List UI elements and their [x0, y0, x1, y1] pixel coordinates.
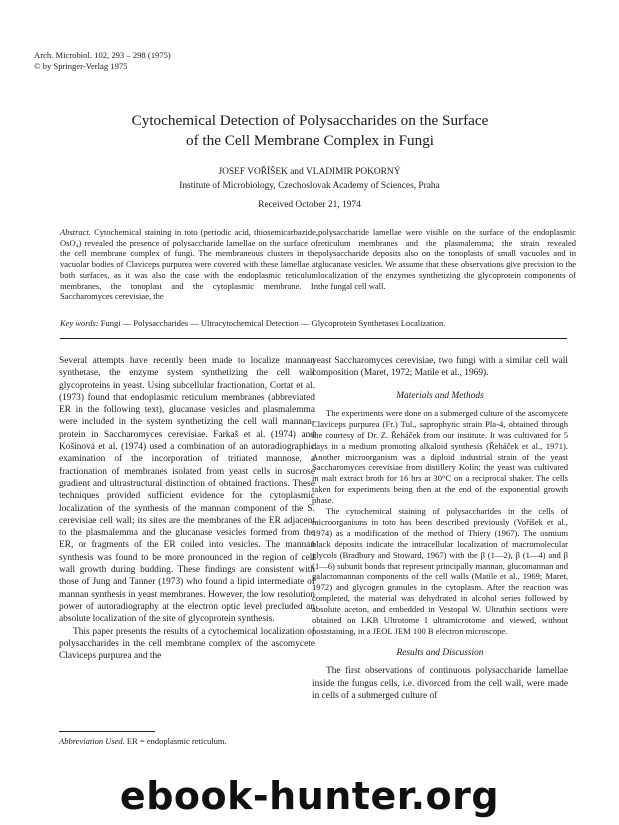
article-title — [60, 111, 560, 151]
affiliation: Institute of Microbiology, Czechoslovak Academy of Sciences, Praha — [179, 181, 440, 191]
received-date: Received October 21, 1974 — [258, 200, 361, 210]
watermark: ebook-hunter.org — [119, 774, 500, 818]
heading-results-discussion: Results and Discussion — [396, 647, 484, 658]
footnote — [59, 736, 227, 746]
abstract-left-column — [60, 227, 318, 302]
keywords — [60, 318, 445, 328]
body-left-column — [59, 355, 315, 662]
section-divider — [60, 338, 567, 339]
footnote-divider — [59, 731, 155, 732]
journal-citation — [34, 50, 171, 72]
methods-paragraph-1: The experiments were done on a submerged culture of the ascomycete Claviceps purpurea (Fr.) Tul., saprophytic strain Pla-4, obtained through the courtesy of Dr. Z. Řeháček from our institute. It was cultivated for 5 days in a medium promoting alkaloid synthesis (Řeháček et al., 1971). Another microorganism was a diploid industrial strain of the yeast Saccharomyces cerevisiae from distillery Kolín; the yeast was cultivated in malt extract broth for 16 hrs at 30°C on a reciprocal shaker. The cells taken for experiments being then at the end of the exponential growth phase. — [312, 407, 568, 506]
journal-line-2: © by Springer-Verlag 1975 — [34, 61, 128, 71]
body-right-column — [312, 355, 568, 702]
journal-line-1: Arch. Microbiol. 102, 293 – 298 (1975) — [34, 50, 171, 60]
keywords-text: Fungi — Polysaccharides — Ultracytochemical Detection — Glycoprotein Synthetases Localization. — [100, 318, 446, 328]
abstract-text-right: polysaccharide lamellae were visible on the surface of the endoplasmic reticulum membranes and the plasmalemma; the strain revealed polysaccharide deposits also on the tonoplasts of small vacuoles and in glucanase vesicles. We assume that these observations give precision to the localization of the enzymes synthetizing the glycoprotein components of the fungal cell wall. — [318, 227, 576, 291]
intro-continuation: yeast Saccharomyces cerevisiae, two fungi with a similar cell wall composition (Maret, 1972; Matile et al., 1969). — [312, 356, 568, 379]
heading-materials-methods: Materials and Methods — [396, 390, 484, 401]
abstract-right-column — [318, 227, 576, 291]
abstract-label: Abstract. — [60, 227, 91, 237]
keywords-label: Key words: — [60, 318, 99, 328]
authors: JOSEF VOŘÍŠEK and VLADIMIR POKORNÝ — [218, 167, 401, 177]
title-line-1: Cytochemical Detection of Polysaccharides on the Surface — [131, 112, 489, 129]
intro-paragraph-1: Several attempts have recently been made to localize mannan synthetase, the enzyme system synthetizing the cell wall glycoproteins in yeast. Using subcellular fractionation, Cortat et al. (1973) found that endoplasmic reticulum membranes (abbreviated ER in the following text), glucanase vesicles and plasmalemma were included in the system synthetizing the cell wall mannan-protein in Saccharomyces cerevisiae. Farkaš et al. (1974) and Košinová et al. (1974) used a combination of an autoradiographic examination of the incorporation of tritiated mannose, a fractionation of membranes isolated from yeast cells in sucrose gradient and ultrastructural distinction of obtained fractions. These techniques provided sufficient evidence for the cytoplasmic localization of the synthesis of the mannan component of the S. cerevisiae cell wall; its sites are the membranes of the ER adjacent to the plasmalemma and the glucanase vesicles formed from the ER, or fragments of the ER coiled into vesicles. The mannan synthesis was found to be more pronounced in the region of cell wall growth during budding. These findings are consistent with those of Jung and Tanner (1973) who found a lipid intermediate of mannan synthesis in yeast membranes. However, the low resolution power of autoradiography at the electron optic level precluded an absolute localization of the site of glycoprotein synthesis. — [59, 356, 315, 625]
abstract-text-left: Cytochemical staining in toto (periodic acid, thiosemicarbazide, OsO₄) revealed the presence of polysaccharide lamellae on the surface of the cell membrane complex of fungi. The membraneous clusters in the vacuolar bodies of Claviceps purpurea were covered with these lamellae at both surfaces, as it was also the case with the endoplasmic reticulum membranes, the tonoplast and the cytoplasmic membrane. In Saccharomyces cerevisiae, the — [60, 227, 318, 302]
footnote-text: ER = endoplasmic reticulum. — [126, 736, 227, 746]
results-paragraph-1: The first observations of continuous polysaccharide lamellae inside the fungus cells, i.e. divorced from the cell wall, were made in cells of a submerged culture of — [312, 666, 568, 701]
methods-paragraph-2: The cytochemical staining of polysaccharides in the cells of microorganisms in toto has been described previously (Voříšek et al., 1974) as a modification of the method of Thiery (1967). The osmium black deposits indicate the intracellular localization of macromolecular glycols (Bradbury and Stoward, 1967) with the β (1—2), β (1—4) and β (1—6) subunit bonds that represent principally mannan, glucomannan and galactomannan components of the cell walls (Matile et al., 1969; Maret, 1972) and glycogen granules in the cytoplasm. After the reaction was completed, the material was dehydrated in alcohol series followed by absolute aceton, and embedded in Vestopal W. Ultrathin sections were obtained on LKB Ultrotome I ultramicrotome and viewed, without poststaining, in a JEOL JEM 100 B electron microscope. — [312, 506, 568, 637]
footnote-label: Abbreviation Used. — [59, 736, 125, 746]
title-line-2: of the Cell Membrane Complex in Fungi — [185, 132, 435, 149]
intro-paragraph-2: This paper presents the results of a cytochemical localization of polysaccharides in the cell membrane complex of the ascomycete Claviceps purpurea and the — [59, 626, 315, 662]
